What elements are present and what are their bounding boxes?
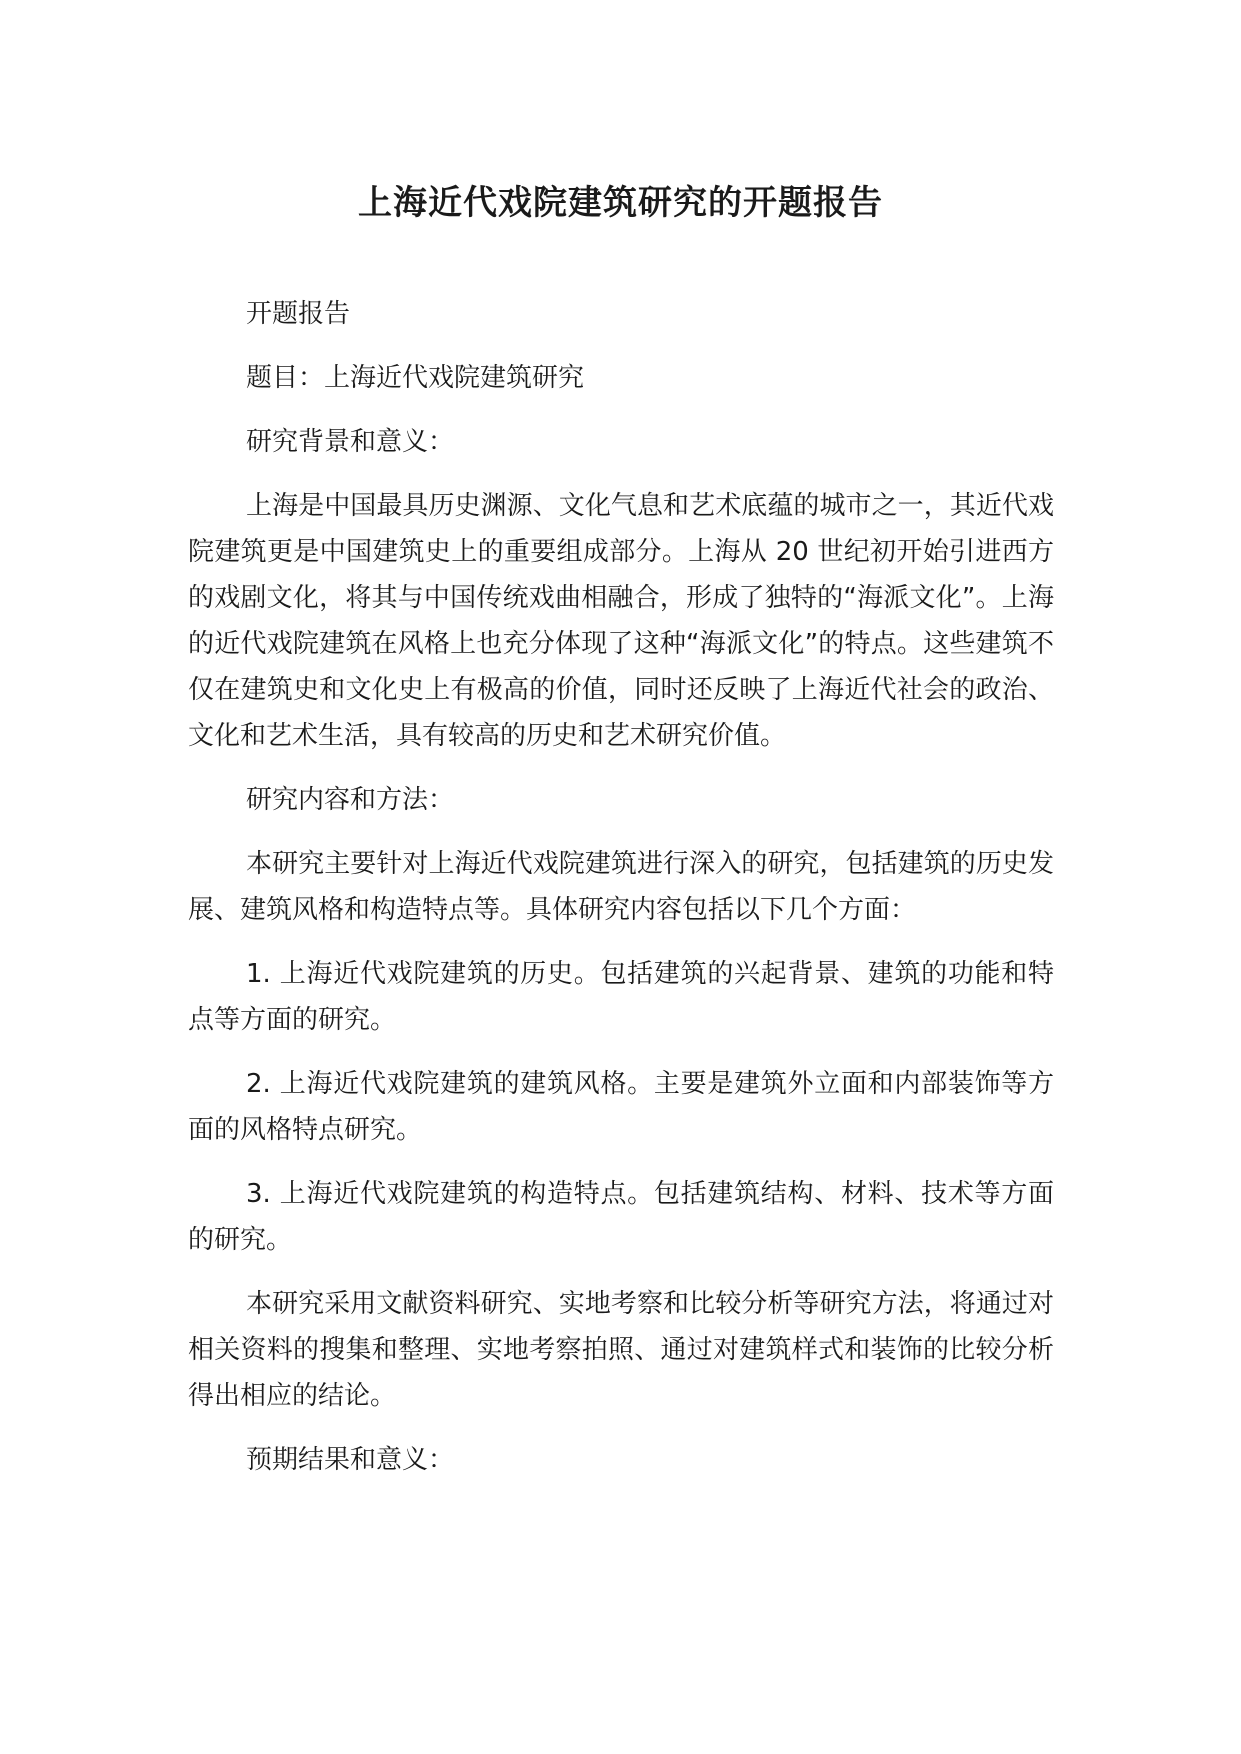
document-body: [188, 291, 1054, 1501]
list-item-1: 1. 上海近代戏院建筑的历史。包括建筑的兴起背景、建筑的功能和特点等方面的研究。: [188, 959, 1054, 1035]
paragraph-methods: 本研究采用文献资料研究、实地考察和比较分析等研究方法，将通过对相关资料的搜集和整理、实地考察拍照、通过对建筑样式和装饰的比较分析得出相应的结论。: [188, 1289, 1054, 1411]
topic-line: 题目：上海近代戏院建筑研究: [246, 363, 585, 393]
list-item-2: 2. 上海近代戏院建筑的建筑风格。主要是建筑外立面和内部装饰等方面的风格特点研究。: [188, 1069, 1054, 1145]
list-item-3: 3. 上海近代戏院建筑的构造特点。包括建筑结构、材料、技术等方面的研究。: [188, 1179, 1054, 1255]
document-title: 上海近代戏院建筑研究的开题报告: [358, 183, 883, 223]
heading-opening-report: 开题报告: [246, 299, 351, 329]
section-heading-expected-results: 预期结果和意义：: [246, 1445, 455, 1475]
section-heading-background: 研究背景和意义：: [246, 427, 455, 457]
paragraph-background: 上海是中国最具历史渊源、文化气息和艺术底蕴的城市之一，其近代戏院建筑更是中国建筑史上的重要组成部分。上海从 20 世纪初开始引进西方的戏剧文化，将其与中国传统戏曲相融合，形成了独特的“海派文化”。上海的近代戏院建筑在风格上也充分体现了这种“海派文化”的特点。这些建筑不仅在建筑史和文化史上有极高的价值，同时还反映了上海近代社会的政治、文化和艺术生活，具有较高的历史和艺术研究价值。: [188, 491, 1054, 751]
section-heading-content-method: 研究内容和方法：: [246, 785, 455, 815]
paragraph-content-intro: 本研究主要针对上海近代戏院建筑进行深入的研究，包括建筑的历史发展、建筑风格和构造特点等。具体研究内容包括以下几个方面：: [188, 849, 1054, 925]
